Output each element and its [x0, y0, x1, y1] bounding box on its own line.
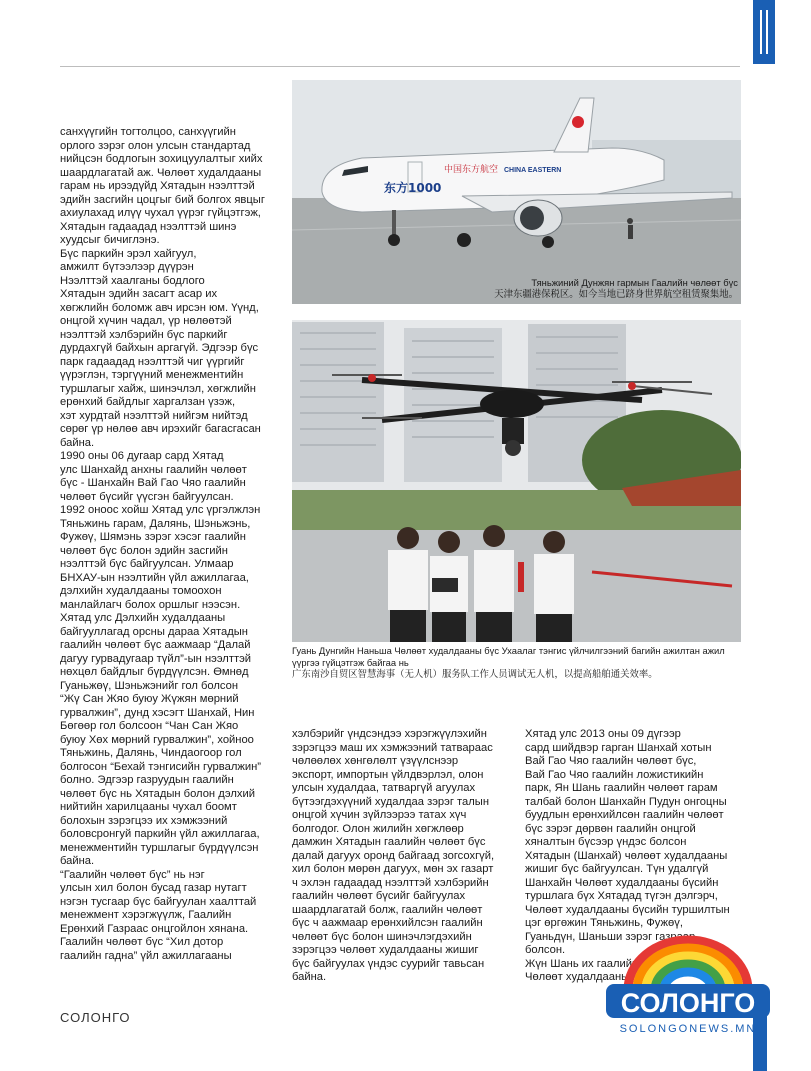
airplane-caption-mn: Тяньжиний Дунжян гармын Гаалийн чөлөөт бүс: [531, 277, 738, 288]
airplane-illustration: [292, 80, 741, 304]
right-margin-band: [741, 0, 811, 1071]
nose-art: 东方1000: [384, 181, 442, 195]
livery-cn: 中国东方航空: [444, 165, 499, 175]
article-column-2: хэлбэрийг үндсэндээ хэрэгжүүлэхийн зэрэгцээ маш их хэмжээний татвараас чөлөөлөх хөнгөлөлт үзүүлснээр экспорт, импортын үйлдвэрлэл, олон улсын худалдаа, татваргүй агуулах бүтээгдэхүүний худалдаа зэрэг талын онцгой хүчин зүйлээрээ татах хүч болгодог. Олон жилийн хөгжлөөр дамжин Хятадын гаалийн чөлөөт бүс далай дагуух оронд байгаад зогсохгүй, хил болон мөрөн дагуух, мөн эх газарт ч эхлэн гадаадад нээлттэй хэлбэрийн гаалийн чөлөөт бүсийг байгуулах шаардлагатай болж, гаалийн чөлөөт бүс ч аажмаар ерөнхийлсэн гаалийн чөлөөт бүс болон шинэчлэгдэхийн зэрэгцээ чөлөөт худалдааны жишиг бүс байгуулах үндэс суурийг тавьсан байна.: [292, 728, 495, 983]
drone-caption-mn: Гуань Дунгийн Наньша Чөлөөт худалдааны бүс Ухаалаг тэнгис үйлчилгээний багийн ажилтан ажил үүргээ гүйцэтгэж байгаа нь: [292, 645, 725, 668]
airplane-caption-zh: 天津东疆港保税区。如今当地已跻身世界航空租赁聚集地。: [494, 289, 738, 300]
airplane-photo: [292, 80, 741, 304]
rainbow-logo-icon: [600, 928, 776, 1040]
article-column-3: Хятад улс 2013 оны 09 дүгээр сард шийдвэр гарган Шанхай хотын Вай Гао Чяо гаалийн чөлөөт бүс, Вай Гао Чяо гаалийн ложистикийн парк, Ян Шань гаалийн чөлөөт гарам талбай болон Шанхайн Пудун онгоцны буудлын ерөнхийлсөн гаалийн чөлөөт бүс зэрэг дөрвөн гаалийн онцгой хяналтын бүсээр үндэс болсон Хятадын (Шанхай) чөлөөт худалдааны жишиг бүс байгуулсан. Түн удалгүй Шанхайн Чөлөөт худалдааны бүсийн туршлага бүх Хятадад түгэн дэлгэрч, Чөлөөт худалдааны бүсийн туршилтын цэг өргөжин Тяньжинь, Фужөү, Гуаньдүн, Шаньши зэрэг газраар болсон. Жүн Шань их гаалийн Чөлөөт худалдааны: [525, 728, 730, 983]
solongo-logo: [600, 928, 776, 1040]
drone-team-illustration: [292, 320, 741, 642]
logo-name: СОЛОНГО: [620, 988, 756, 1018]
drone-caption: [292, 645, 741, 681]
drone-team-photo: [292, 320, 741, 642]
drone-caption-zh: 广东南沙自贸区智慧海事（无人机）服务队工作人员调试无人机，以提高船舶通关效率。: [292, 669, 658, 680]
airplane-caption: [470, 277, 738, 301]
footer-magazine-name: СОЛОНГО: [60, 1010, 131, 1025]
header-rule: [60, 66, 740, 67]
article-column-1: санхүүгийн тогтолцоо, санхүүгийн орлого зэрэг олон улсын стандартад нийцсэн бодлогын зохицуулалтыг хийх шаардлагатай аж. Чөлөөт худалдааны гарам нь ирээдүйд Хятадын нээлттэй эдийн засгийн цоцгыг бий болгох явцыг ахиулахад илүү чухал үүрэг гүйцэтгэж, Хятадын гадаадад нээлттэй шинэ хуудсыг бичиглэнэ. Бүс паркийн эрэл хайгуул, амжилт бүтээлээр дүүрэн Нээлттэй хаалганы бодлого Хятадын эдийн засагт асар их хөгжлийн боломж авч ирсэн юм. Үүнд, онцгой хүчин чадал, үр нөлөөтэй нээлттэй хэлбэрийн бүс паркийг дурдахгүй байхын аргагүй. Эдгээр бүс парк гадаадад нээлттэй чиг үүргийг үүрэглэн, тэргүүний менежментийн туршлагыг хайж, шинэчлэл, хөгжлийн ерөнхий байдлыг харгалзан үзэж, хэт хурдтай нээлттэй нийгэм нийтэд сөрөг үр нөлөө авч ирэхийг багасгасан байна. 1990 оны 06 дугаар сард Хятад улс Шанхайд анхны гаалийн чөлөөт бүс - Шанхайн Вай Гао Чяо гаалийн чөлөөт бүсийг үүсгэн байгуулсан. 1992 оноос хойш Хятад улс үргэлжлэн Тяньжинь гарам, Далянь, Шэньжэнь, Фужөү, Шямэнь зэрэг хэсэг гаалийн чөлөөт бүс болон эдийн засгийн нээлттэй бүс байгуулсан. Улмаар БНХАУ-ын нээлтийн үйл ажиллагаа, дэлхийн худалдааны томоохон манлайлагч болох оршлыг нээсэн. Хятад улс Дэлхийн худалдааны байгууллагад орсны дараа Хятадын гаалийн чөлөөт бүс аажмаар “Далай дагуу гурвадугаар түйл”-ын нээлттэй нөхцөл байдлыг бүрдүүлсэн. Өмнөд Гуаньжөү, Шэньжэнийг гол болсон “Жү Сан Жяо буюу Жүжян мөрний гурвалжин”, дунд хэсэгт Шанхай, Нин Бөгөөр гол болсоон “Чан Сан Жяо буюу Хөх мөрний гурвалжин”, хойноо Тяньжинь, Далянь, Чиндаогоор гол болгосон “Бехай тэнгисийн гурвалжин” болно. Эдгээр газруудын гаалийн чөлөөт бүс нь Хятадын болон дэлхий нийтийн харилцааны чухал боомт болохын зэрэгцээ их хэмжээний боловсронгуй паркийн үйл ажиллагаа, менежментийн туршлагыг бүрдүүлсэн байна. “Гаалийн чөлөөт бүс” нь нэг улсын хил болон бусад газар нутагт нэгэн тусгаар бүс байгуулан хаалттай менежмент хэрэгжүүлж, Гаалийн Ерөнхий Газраас онцгойлон хянана. Гаалийн чөлөөт бүс “Хил дотор гаалийн гадна” үйл ажиллагааны: [60, 126, 265, 962]
mongolian-script-mark: [760, 10, 768, 54]
logo-url: SOLONGONEWS.MN: [619, 1023, 757, 1035]
livery-en: CHINA EASTERN: [504, 167, 562, 174]
